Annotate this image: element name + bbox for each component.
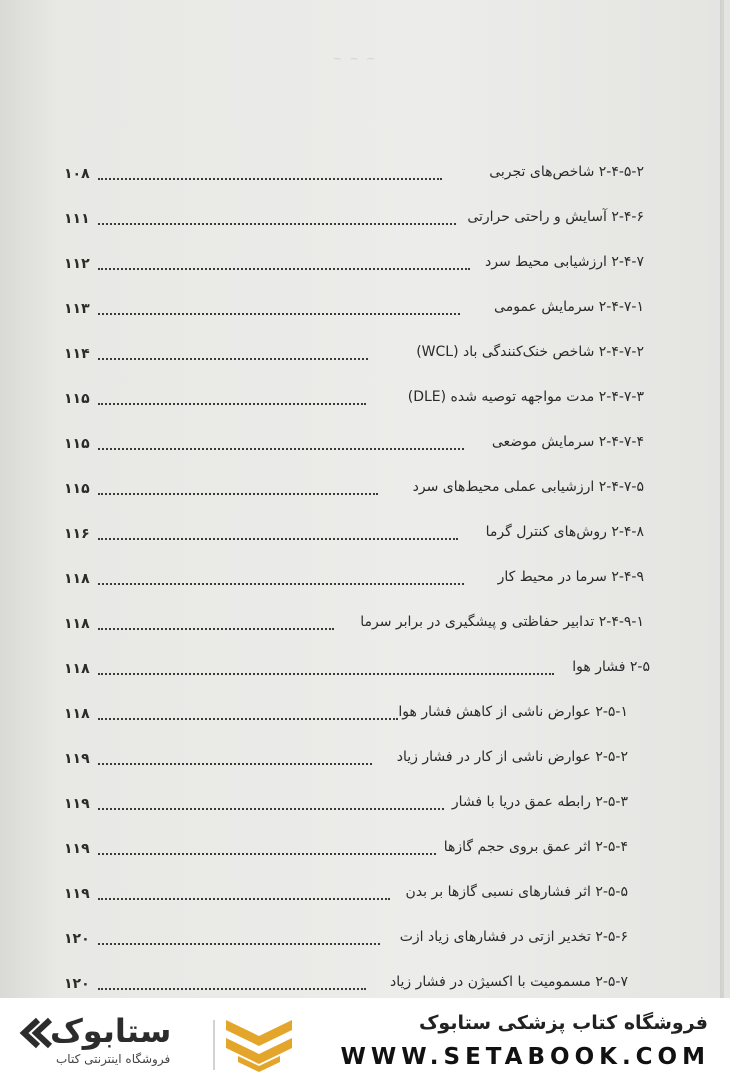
toc-title: ۲-۴-۷-۲ شاخص خنک‌کنندگی باد (WCL) [416,344,644,360]
toc-title: ۲-۴-۶ آسایش و راحتی حرارتی [467,209,644,225]
toc-page-number: ۱۱۵ [64,481,90,497]
toc-leader [98,358,368,360]
toc-leader [98,223,456,225]
toc-leader [98,178,442,180]
store-banner [0,998,730,1080]
toc-page-number: ۱۱۹ [64,886,90,902]
chevron-left-icon [16,1016,52,1050]
toc-entry [64,968,644,998]
toc-entry [64,518,644,548]
toc-page-number: ۱۱۵ [64,436,90,452]
toc-page-number: ۱۱۹ [64,841,90,857]
toc-page-number: ۱۱۸ [64,661,90,677]
toc-page-number: ۱۲۰ [64,976,90,992]
toc-title: ۲-۴-۹-۱ تدابیر حفاظتی و پیشگیری در برابر سرما [360,614,644,630]
toc-title: ۲-۴-۷ ارزشیابی محیط سرد [485,254,644,270]
toc-title: ۲-۴-۹ سرما در محیط کار [497,569,644,585]
toc-title: ۲-۴-۷-۱ سرمایش عمومی [494,299,644,315]
toc-leader [98,448,464,450]
toc-entry [64,698,644,728]
toc-leader [98,538,458,540]
toc-leader [98,628,334,630]
toc-entry [64,203,644,233]
toc-title: ۲-۴-۷-۵ ارزشیابی عملی محیط‌های سرد [412,479,644,495]
toc-leader [98,898,390,900]
book-chevron-icon [224,1016,294,1072]
toc-entry [64,473,644,503]
page-edge [720,0,724,998]
toc-page-number: ۱۱۳ [64,301,90,317]
toc-entry [64,788,644,818]
shop-url-link[interactable]: WWW.SETABOOK.COM [340,1044,710,1070]
toc-leader [98,943,380,945]
toc-page-number: ۱۱۴ [64,346,90,362]
toc-entry [64,428,644,458]
toc-entry [64,158,644,188]
logo-divider [213,1020,215,1070]
toc-entry [64,743,644,773]
toc-title: ۲-۵-۱ عوارض ناشی از کاهش فشار هوا [398,704,628,720]
logo-wordmark: ستابوک [50,1012,172,1050]
toc-page-number: ۱۰۸ [64,166,90,182]
toc-page-number: ۱۱۵ [64,391,90,407]
toc-title: ۲-۵-۲ عوارض ناشی از کار در فشار زیاد [396,749,628,765]
toc-page-number: ۱۱۱ [64,211,90,227]
toc-leader [98,583,464,585]
toc-leader [98,763,372,765]
toc-page-number: ۱۱۸ [64,616,90,632]
toc-leader [98,808,444,810]
toc-entry [64,248,644,278]
toc-entry [64,338,644,368]
toc-leader [98,673,554,675]
toc-entry [64,383,644,413]
toc-title: ۲-۵-۳ رابطه عمق دریا با فشار [451,794,628,810]
toc-title: ۲-۵-۷ مسمومیت با اکسیژن در فشار زیاد [390,974,628,990]
toc-title: ۲-۴-۵-۲ شاخص‌های تجربی [489,164,644,180]
shop-name: فروشگاه کتاب پزشکی ستابوک [418,1012,708,1034]
toc-entry [64,923,644,953]
toc-title: ۲-۵-۴ اثر عمق بروی حجم گازها [443,839,628,855]
toc-leader [98,313,460,315]
toc-entry [64,878,644,908]
toc-title: ۲-۴-۷-۴ سرمایش موضعی [491,434,644,450]
toc-entry [64,293,644,323]
toc-leader [98,718,398,720]
toc-entry [64,833,644,863]
toc-page-number: ۱۱۸ [64,571,90,587]
toc-title: ۲-۵-۶ تخدیر ازتی در فشارهای زیاد ازت [399,929,628,945]
toc-page-number: ۱۱۸ [64,706,90,722]
toc-title: ۲-۵-۵ اثر فشارهای نسبی گازها بر بدن [405,884,628,900]
toc-page-number: ۱۱۹ [64,751,90,767]
toc-leader [98,988,366,990]
toc-leader [98,493,378,495]
toc-page-number: ۱۲۰ [64,931,90,947]
toc-entry [64,653,650,683]
toc-page-number: ۱۱۲ [64,256,90,272]
toc-leader [98,403,366,405]
toc-leader [98,853,436,855]
logo-subtitle: فروشگاه اینترنتی کتاب [56,1052,171,1066]
toc-leader [98,268,470,270]
store-logo[interactable] [16,1010,288,1072]
toc-entry [64,608,644,638]
toc-title: ۲-۴-۷-۳ مدت مواجهه توصیه شده (DLE) [407,389,644,405]
toc-page-number: ۱۱۶ [64,526,90,542]
toc-entry [64,563,644,593]
toc-title: ۲-۵ فشار هوا [572,659,650,675]
toc-page-number: ۱۱۹ [64,796,90,812]
faded-header-mark: ~ ~ ~ [332,52,378,65]
toc-title: ۲-۴-۸ روش‌های کنترل گرما [485,524,644,540]
